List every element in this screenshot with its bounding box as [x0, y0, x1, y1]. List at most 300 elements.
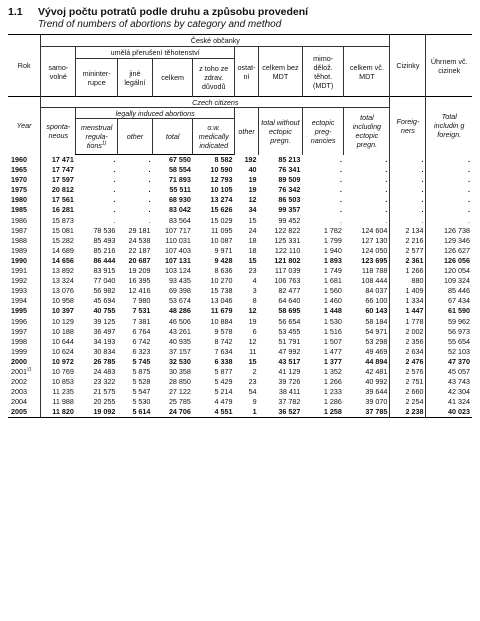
table-cell: 85 446	[426, 286, 472, 296]
table-cell: 53 298	[365, 336, 388, 346]
table-cell: 61 590	[426, 306, 472, 316]
table-cell: 1 477	[323, 346, 342, 356]
table-cell: 106 763	[274, 276, 301, 286]
table-cell: 5 214	[214, 387, 233, 397]
table-cell: 19 209	[128, 266, 151, 276]
table-row	[8, 407, 472, 418]
table-cell: 37 157	[168, 346, 191, 356]
table-cell: 1 516	[323, 326, 342, 336]
table-cell: 40 755	[93, 306, 116, 316]
table-cell: 1 447	[390, 306, 426, 316]
year-value: 1990	[11, 255, 27, 265]
table-cell: .	[390, 175, 426, 185]
table-cell: 20 255	[93, 397, 116, 407]
table-cell: 68 930	[168, 195, 191, 205]
cell-year	[8, 185, 41, 195]
table-cell: 107 403	[164, 245, 191, 255]
table-cell: 27 122	[168, 387, 191, 397]
table-title-text: Vývoj počtu potratů podle druhu a způsobu provedení	[38, 6, 309, 18]
table-cell: 6 764	[132, 326, 151, 336]
table-cell: .	[113, 205, 116, 215]
table-cell: 2 577	[390, 246, 426, 256]
table-cell: 17 561	[41, 195, 76, 205]
table-number: 1.1	[8, 6, 23, 18]
table-cell: 24 538	[128, 235, 151, 245]
table-cell: 42 304	[426, 387, 472, 397]
table-cell: 10 624	[41, 347, 76, 357]
table-cell: 52 103	[426, 347, 472, 357]
table-cell: 58 554	[168, 165, 191, 175]
table-cell: 29 181	[128, 225, 151, 235]
table-cell: .	[390, 165, 426, 175]
table-cell: 15 029	[210, 215, 233, 225]
table-row	[8, 205, 472, 215]
col-ostatni: ostat-ní	[235, 47, 259, 97]
table-cell: 84 037	[365, 286, 388, 296]
table-cell: .	[339, 215, 342, 225]
table-cell: 47 992	[278, 346, 301, 356]
table-cell: 19 092	[76, 407, 118, 418]
table-cell: 5 745	[132, 356, 151, 366]
year-value: 1988	[11, 235, 27, 245]
table-cell: 23	[248, 266, 257, 276]
table-cell: 83 915	[93, 266, 116, 276]
table-cell: 99 357	[278, 205, 301, 215]
table-row	[8, 266, 472, 276]
table-cell: .	[426, 175, 472, 185]
table-cell: 10 397	[41, 306, 76, 316]
table-cell: 13 076	[41, 286, 76, 296]
table-cell: 11 235	[41, 387, 76, 397]
table-cell: 53 674	[168, 296, 191, 306]
table-cell: .	[426, 216, 472, 226]
table-cell: 9 578	[214, 326, 233, 336]
table-cell: 99 452	[278, 215, 301, 225]
table-cell: 7 381	[132, 316, 151, 326]
footnote-2-marker: 2)	[27, 366, 32, 373]
cell-year	[8, 165, 41, 175]
table-cell: 42 481	[365, 366, 388, 376]
cell-year	[8, 246, 41, 256]
table-row	[8, 367, 472, 377]
table-cell: 36 527	[259, 407, 303, 418]
table-row	[8, 327, 472, 337]
cell-year	[8, 296, 41, 306]
cell-year	[8, 236, 41, 246]
year-value: 2002	[11, 377, 27, 387]
table-row	[8, 195, 472, 205]
table-cell: .	[148, 205, 151, 215]
cell-year	[8, 367, 41, 377]
table-cell: .	[385, 175, 388, 185]
table-cell: 12	[248, 195, 257, 205]
cell-year	[8, 226, 41, 236]
cell-year	[8, 216, 41, 226]
year-value: 2004	[11, 397, 27, 407]
table-row	[8, 276, 472, 286]
table-cell: 10 853	[41, 377, 76, 387]
cell-year	[8, 195, 41, 205]
table-cell: 15 282	[41, 236, 76, 246]
table-cell: 47 370	[426, 357, 472, 367]
col-total-incl-foreign: Total includin g foreign.	[426, 97, 472, 155]
year-value: 2000	[11, 356, 27, 366]
table-cell: .	[339, 195, 342, 205]
table-cell: 78 536	[93, 225, 116, 235]
table-cell: 43 743	[426, 377, 472, 387]
cell-year	[8, 387, 41, 397]
table-cell: 6 338	[214, 356, 233, 366]
table-cell: 39 726	[278, 377, 301, 387]
table-cell: .	[148, 155, 151, 164]
table-cell: 85 493	[93, 235, 116, 245]
table-cell: .	[390, 216, 426, 226]
table-cell: 1 530	[323, 316, 342, 326]
table-row	[8, 216, 472, 226]
year-value: 1960	[11, 154, 27, 164]
table-cell: 126 627	[426, 246, 472, 256]
table-subtitle: Trend of numbers of abortions by category and method	[38, 19, 282, 30]
table-cell: 9	[252, 397, 257, 407]
col-spontaneous: sponta-neous	[41, 108, 76, 155]
table-cell: 2 356	[390, 337, 426, 347]
table-cell: 124 050	[361, 245, 388, 255]
table-cell: .	[113, 215, 116, 225]
cell-year	[8, 175, 41, 185]
table-cell: 5 528	[132, 377, 151, 387]
col-menstrual-regulations	[76, 119, 118, 155]
footnote-1-marker: 1)	[102, 140, 107, 147]
table-cell: 49 469	[365, 346, 388, 356]
table-cell: .	[113, 195, 116, 205]
table-cell: 69 398	[168, 286, 191, 296]
table-cell: 26 785	[93, 356, 116, 366]
table-cell: 6	[252, 326, 257, 336]
col-ectopic: ectopic preg-nancies	[302, 108, 344, 155]
table-cell: 11	[249, 346, 257, 356]
table-cell: 15	[248, 255, 257, 265]
table-cell: 2 751	[390, 377, 426, 387]
table-cell: .	[385, 185, 388, 195]
table-cell: 23 322	[93, 377, 116, 387]
table-cell: 10 129	[41, 317, 76, 327]
table-cell: .	[426, 185, 472, 195]
table-cell: 122 822	[274, 225, 301, 235]
table-cell: 15	[248, 356, 257, 366]
table-row	[8, 155, 472, 166]
col-group-czech-citizens: Czech citizens	[41, 97, 390, 108]
table-cell: 129 346	[426, 236, 472, 246]
table-cell: 107 131	[164, 255, 191, 265]
year-value: 2001	[11, 366, 27, 376]
col-mdt: mimo-dělož. těhot. (MDT)	[302, 47, 344, 97]
table-cell: 20 687	[128, 255, 151, 265]
table-cell: 1	[235, 407, 259, 418]
table-cell: 192	[244, 154, 257, 164]
table-cell: 121 802	[274, 255, 301, 265]
table-cell: 58 184	[365, 316, 388, 326]
table-cell: 76 341	[278, 165, 301, 175]
table-cell: 1 352	[323, 366, 342, 376]
table-cell: 56 654	[278, 316, 301, 326]
table-cell: .	[339, 175, 342, 185]
table-cell: .	[385, 165, 388, 175]
table-cell: .	[148, 215, 151, 225]
col-celkem-vc-mdt: celkem vč. MDT	[344, 47, 390, 97]
cell-year	[8, 407, 41, 418]
table-cell: 15 738	[210, 286, 233, 296]
table-cell: 85 216	[93, 245, 116, 255]
table-cell: 1 893	[323, 255, 342, 265]
table-row	[8, 397, 472, 407]
col-uhrnem: Úhrnem vč. cizinek	[426, 35, 472, 97]
table-cell: 1 233	[323, 387, 342, 397]
table-cell: 55 654	[426, 337, 472, 347]
table-cell: 4 551	[193, 407, 235, 418]
table-cell: 5 875	[132, 366, 151, 376]
table-cell: 1 266	[323, 377, 342, 387]
table-cell: 25 785	[168, 397, 191, 407]
table-row	[8, 256, 472, 266]
table-cell: 60 143	[365, 306, 388, 316]
table-cell: 7 531	[132, 306, 151, 316]
table-cell: .	[113, 185, 116, 195]
table-cell: 1 460	[323, 296, 342, 306]
col-group-umela: umělá přerušení těhotenství	[76, 47, 235, 59]
year-value: 1985	[11, 205, 27, 215]
table-cell: 14 689	[41, 246, 76, 256]
table-cell: 48 286	[168, 306, 191, 316]
col-year: Year	[8, 97, 41, 155]
table-row	[8, 165, 472, 175]
col-z-toho-zdrav: z toho ze zdrav. důvodů	[193, 59, 235, 97]
table-cell: 13 274	[210, 195, 233, 205]
table-cell: 20 812	[41, 185, 76, 195]
table-cell: 22 187	[128, 245, 151, 255]
table-cell: 4	[252, 276, 257, 286]
table-cell: 2 134	[390, 226, 426, 236]
table-cell: 45 694	[93, 296, 116, 306]
table-cell: 1 448	[323, 306, 342, 316]
table-cell: 93 435	[168, 276, 191, 286]
table-cell: 83 042	[168, 205, 191, 215]
table-cell: 5 614	[117, 407, 152, 418]
table-cell: 2 216	[390, 236, 426, 246]
table-cell: 13 324	[41, 276, 76, 286]
table-cell: 8	[252, 296, 257, 306]
table-cell: 11 095	[211, 225, 233, 235]
col-celkem-bez-mdt: celkem bez MDT	[259, 47, 303, 97]
table-cell: 2 361	[390, 256, 426, 266]
table-cell: 12 416	[128, 286, 151, 296]
table-cell: 32 530	[168, 356, 191, 366]
table-cell: 24	[248, 225, 257, 235]
table-cell: 13 892	[41, 266, 76, 276]
cell-year	[8, 357, 41, 367]
year-value: 2003	[11, 387, 27, 397]
table-cell: 15 873	[41, 216, 76, 226]
table-cell: 30 358	[168, 366, 191, 376]
cell-year	[8, 256, 41, 266]
table-cell: 16 395	[128, 276, 151, 286]
table-cell: 107 717	[164, 225, 191, 235]
table-row	[8, 185, 472, 195]
table-cell: .	[385, 215, 388, 225]
table-row	[8, 317, 472, 327]
year-value: 1980	[11, 195, 27, 205]
year-value: 1986	[11, 215, 27, 225]
year-value: 1998	[11, 336, 27, 346]
table-cell: 6 742	[132, 336, 151, 346]
table-cell: 17 597	[41, 175, 76, 185]
table-cell: 36 497	[93, 326, 116, 336]
table-cell: 46 506	[168, 316, 191, 326]
table-cell: .	[113, 165, 116, 175]
table-row	[8, 226, 472, 236]
table-cell: 103 124	[164, 266, 191, 276]
table-cell: 38 411	[278, 387, 301, 397]
table-cell: 18	[248, 235, 257, 245]
table-cell: 1 334	[390, 296, 426, 306]
table-cell: .	[426, 165, 472, 175]
table-cell: 44 894	[365, 356, 388, 366]
table-cell: 1 286	[323, 397, 342, 407]
cell-year	[8, 397, 41, 407]
year-value: 1989	[11, 245, 27, 255]
table-row	[8, 387, 472, 397]
table-cell: 66 100	[365, 296, 388, 306]
table-cell: 58 695	[278, 306, 301, 316]
table-cell: 54	[248, 387, 257, 397]
table-cell: 10 087	[210, 235, 233, 245]
table-row	[8, 377, 472, 387]
table-cell: 12	[248, 336, 257, 346]
table-cell: .	[385, 154, 388, 164]
col-other: other	[117, 119, 152, 155]
table-cell: 2 660	[390, 387, 426, 397]
table-cell: 19	[248, 316, 257, 326]
col-rok: Rok	[8, 35, 41, 97]
table-cell: 9 428	[214, 255, 233, 265]
table-cell: 86 503	[278, 195, 301, 205]
cell-year	[8, 327, 41, 337]
col-group-ceske-obcanky: České občanky	[41, 35, 390, 47]
table-cell: .	[339, 185, 342, 195]
table-cell: 18	[248, 245, 257, 255]
year-value: 1991	[11, 266, 27, 276]
table-cell: .	[148, 195, 151, 205]
table-cell: 1 560	[323, 286, 342, 296]
table-row	[8, 236, 472, 246]
table-cell: 125 331	[274, 235, 301, 245]
table-cell: 41 129	[278, 366, 301, 376]
table-cell: 123 695	[361, 255, 388, 265]
table-cell: .	[339, 205, 342, 215]
table-cell: 117 039	[274, 266, 301, 276]
table-cell: 43 517	[278, 356, 301, 366]
table-cell: 5 429	[214, 377, 233, 387]
table-cell: 2 576	[390, 367, 426, 377]
col-celkem: celkem	[152, 59, 192, 97]
table-row	[8, 296, 472, 306]
table-cell: 11 679	[210, 306, 233, 316]
table-cell: .	[426, 155, 472, 166]
table-cell: 1 266	[390, 266, 426, 276]
table-cell: 39 125	[93, 316, 116, 326]
table-cell: 11 820	[41, 407, 76, 418]
year-value: 1995	[11, 306, 27, 316]
year-value: 1999	[11, 346, 27, 356]
table-cell: 10 644	[41, 337, 76, 347]
cell-year	[8, 337, 41, 347]
table-cell: 1 409	[390, 286, 426, 296]
table-cell: 1 749	[323, 266, 342, 276]
table-cell: .	[426, 205, 472, 215]
table-cell: 40 935	[168, 336, 191, 346]
table-cell: 1 507	[323, 336, 342, 346]
cell-year	[8, 286, 41, 296]
table-cell: 12 793	[210, 175, 233, 185]
table-cell: 34 193	[93, 336, 116, 346]
table-cell: 13 046	[210, 296, 233, 306]
table-cell: .	[390, 205, 426, 215]
year-value: 1997	[11, 326, 27, 336]
table-cell: 39 644	[365, 387, 388, 397]
col-other-2: other	[235, 108, 259, 155]
table-cell: .	[148, 165, 151, 175]
col-group-legally-induced: legally induced abortions	[76, 108, 235, 119]
table-cell: 7 634	[214, 346, 233, 356]
table-cell: 8 742	[214, 336, 233, 346]
table-row	[8, 175, 472, 185]
table-cell: 108 444	[361, 276, 388, 286]
table-cell: .	[390, 195, 426, 205]
table-cell: 6 323	[132, 346, 151, 356]
table-cell: 5 530	[132, 397, 151, 407]
year-value: 1970	[11, 175, 27, 185]
table-cell: 82 477	[278, 286, 301, 296]
table-row	[8, 306, 472, 316]
table-cell: 53 455	[278, 326, 301, 336]
col-total: total	[152, 119, 192, 155]
table-cell: 71 893	[168, 175, 191, 185]
table-cell: 120 054	[426, 266, 472, 276]
table-cell: 124 604	[361, 225, 388, 235]
table-cell: .	[385, 205, 388, 215]
table-cell: 4 479	[214, 397, 233, 407]
table-cell: 24 706	[152, 407, 192, 418]
table-cell: 37 782	[278, 397, 301, 407]
table-cell: 56 973	[426, 327, 472, 337]
table-cell: .	[339, 154, 342, 164]
table-cell: 37 785	[344, 407, 390, 418]
table-cell: 41 324	[426, 397, 472, 407]
table-cell: 21 575	[93, 387, 116, 397]
table-cell: 19	[248, 185, 257, 195]
table-cell: 76 342	[278, 185, 301, 195]
table-row	[8, 357, 472, 367]
table-cell: 2 254	[390, 397, 426, 407]
table-cell: 1 940	[323, 245, 342, 255]
table-cell: .	[426, 195, 472, 205]
table-cell: 10 884	[210, 316, 233, 326]
table-cell: 10 188	[41, 327, 76, 337]
cell-year	[8, 155, 41, 166]
table-cell: 85 213	[278, 154, 301, 164]
col-miniinterrupce: mininter-rupce	[76, 59, 118, 97]
table-cell: .	[148, 185, 151, 195]
table-cell: 30 834	[93, 346, 116, 356]
